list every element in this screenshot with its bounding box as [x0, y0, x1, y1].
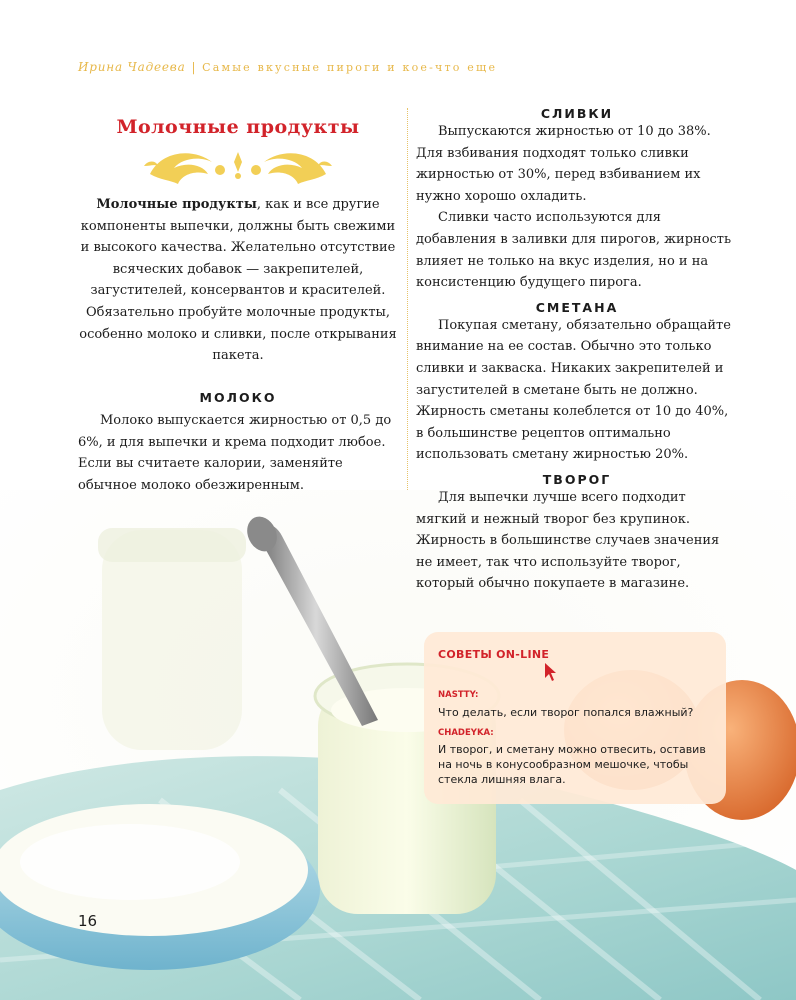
milk-paragraph [78, 410, 398, 496]
header-book-title: Самые вкусные пироги и кое-что еще [202, 61, 498, 74]
cream-text-2: Сливки часто используются для добавления в заливки для пирогов, жирность влияет не только на вкус изделия, но и на консистенцию будущего пирога. [416, 210, 732, 291]
intro-text: , как и все другие компоненты выпечки, должны быть свежими и высокого качества. Желательно отсутствие всяческих добавок — закрепителей, загустителей, консервантов и красителей. Обязательно пробуйте молочные продукты, особенно молоко и сливки, после открывания пакета. [79, 197, 397, 364]
sour-cream-heading: СМЕТАНА [535, 299, 619, 315]
comment-text-1: Что делать, если творог попался влажный? [438, 706, 694, 719]
cream-paragraph-2 [416, 207, 738, 293]
intro-paragraph [78, 194, 398, 367]
comment-author-2: CHADEYKA: [438, 728, 494, 738]
milk-text: Молоко выпускается жирностью от 0,5 до 6%, и для выпечки и крема подходит любое. Если вы считаете калории, заменяйте обычное молоко обезжиренным. [78, 413, 392, 493]
header-author: Ирина Чадеева [78, 60, 186, 74]
curd-text: Для выпечки лучше всего подходит мягкий и нежный творог без крупинок. Жирность в большинстве случаев значения не имеет, так что используйте творог, который обычно покупаете в магазине. [416, 489, 720, 592]
tips-title: СОВЕТЫ ON-LINE [438, 648, 550, 661]
page-number: 16 [78, 912, 98, 930]
comment-author-1: NASTTY: [438, 690, 479, 700]
milk-heading: МОЛОКО [199, 390, 277, 405]
right-column [416, 106, 738, 595]
sour-cream-text: Покупая сметану, обязательно обращайте внимание на ее состав. Обычно это только сливки и закваска. Никаких закрепителей и загустителей в сметане быть не должно. Жирность сметаны колеблется от 10 до 40%, в большинстве рецептов оптимально использовать сметану жирностью 20%. [416, 317, 731, 463]
flourish-ornament-icon [142, 144, 334, 192]
curd-paragraph [416, 487, 738, 595]
online-tips-box [424, 632, 726, 804]
comment-text-2: И творог, и сметану можно отвесить, оставив на ночь в конусообразном мешочке, чтобы стекла лишняя влага. [438, 743, 706, 786]
sour-cream-paragraph [416, 315, 738, 466]
section-title: Молочные продукты [116, 116, 360, 138]
intro-bold-term: Молочные продукты [96, 197, 257, 212]
cream-paragraph-1 [416, 121, 738, 207]
header-separator: | [191, 60, 197, 74]
mouse-cursor-icon [544, 662, 558, 682]
curd-heading: ТВОРОГ [542, 471, 612, 487]
running-header [78, 60, 497, 74]
cream-text-1: Выпускаются жирностью от 10 до 38%. Для взбивания подходят только сливки жирностью от 30%, перед взбиванием их нужно хорошо охладить. [416, 124, 711, 204]
cream-heading: СЛИВКИ [540, 106, 614, 121]
